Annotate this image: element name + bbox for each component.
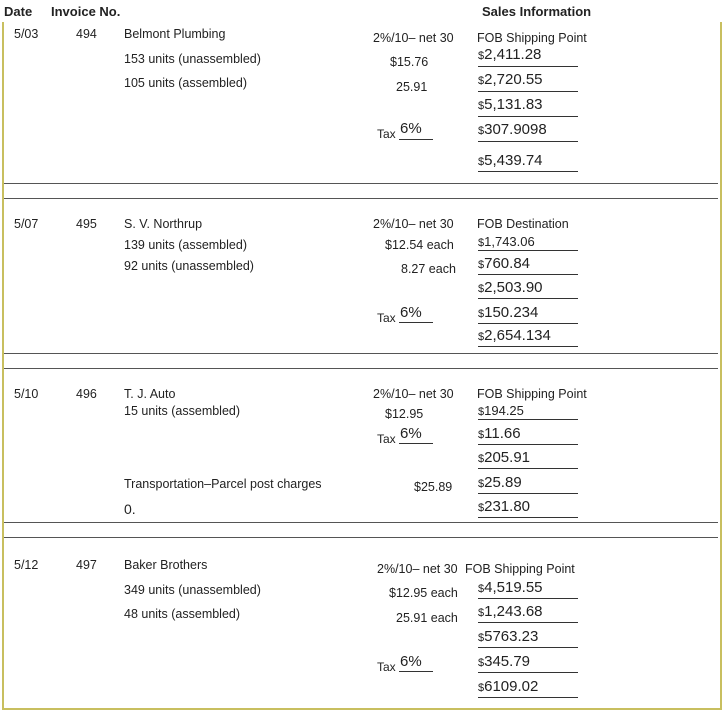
line-price: $12.95 each: [389, 586, 458, 600]
underline: [399, 322, 433, 323]
underline: [478, 141, 578, 142]
invoice-date: 5/07: [14, 217, 39, 231]
currency-symbol: $: [478, 156, 485, 168]
underline: [478, 323, 578, 324]
subtotal-amount: $5763.23: [478, 628, 539, 645]
underline: [478, 66, 578, 67]
subtotal-amount: $5,131.83: [478, 96, 543, 113]
invoice-number: 497: [76, 558, 97, 572]
tax-amount: $345.79: [478, 653, 531, 670]
tax-amount: $307.9098: [478, 121, 547, 138]
underline: [478, 672, 578, 673]
freight-description: Transportation–Parcel post charges: [124, 477, 322, 491]
currency-symbol: $: [478, 453, 485, 465]
line-description: 349 units (unassembled): [124, 583, 261, 597]
invoice-number: 496: [76, 387, 97, 401]
line-description: 48 units (assembled): [124, 607, 241, 621]
underline: [399, 443, 433, 444]
currency-symbol: $: [478, 502, 485, 514]
line-price: 25.91: [396, 80, 428, 94]
underline: [478, 468, 578, 469]
subtotal-amount: $205.91: [478, 449, 531, 466]
invoice-number: 495: [76, 217, 97, 231]
invoice-date: 5/03: [14, 27, 39, 41]
underline: [478, 274, 578, 275]
tax-label: Tax: [377, 660, 396, 674]
tax-rate: 6%: [400, 120, 422, 137]
currency-symbol: $: [478, 308, 485, 320]
tax-rate: 6%: [400, 425, 422, 442]
subtotal-amount: $2,503.90: [478, 279, 543, 296]
total-amount: $2,654.134: [478, 327, 551, 344]
currency-symbol: $: [478, 125, 485, 137]
section-separator: [4, 353, 718, 369]
date-column-header: Date: [4, 4, 33, 19]
underline: [399, 139, 433, 140]
customer-name: Belmont Plumbing: [124, 27, 226, 41]
customer-name: Baker Brothers: [124, 558, 208, 572]
underline: [478, 493, 578, 494]
customer-name: S. V. Northrup: [124, 217, 203, 231]
underline: [478, 91, 578, 92]
currency-symbol: $: [478, 406, 485, 418]
line-price: $12.54 each: [385, 238, 454, 252]
currency-symbol: $: [478, 607, 485, 619]
underline: [478, 517, 578, 518]
line-amount: $2,720.55: [478, 71, 543, 88]
freight-amount: $25.89: [478, 474, 522, 491]
underline: [478, 116, 578, 117]
line-amount: $1,243.68: [478, 603, 543, 620]
line-amount: $4,519.55: [478, 579, 543, 596]
fob-terms: FOB Destination: [477, 217, 569, 231]
underline: [478, 250, 578, 251]
line-description: 153 units (unassembled): [124, 52, 261, 66]
underline: [478, 622, 578, 623]
sales-info-column-header: Sales Information: [482, 4, 592, 19]
underline: [478, 298, 578, 299]
fob-terms: FOB Shipping Point: [477, 31, 587, 45]
line-amount: $1,743.06: [478, 234, 535, 249]
tax-label: Tax: [377, 311, 396, 325]
tax-amount: $150.234: [478, 304, 539, 321]
currency-symbol: $: [478, 478, 485, 490]
invoice-number: 494: [76, 27, 97, 41]
fob-terms: FOB Shipping Point: [465, 562, 575, 576]
currency-symbol: $: [478, 331, 485, 343]
line-price: 8.27 each: [401, 262, 456, 276]
currency-symbol: $: [478, 429, 485, 441]
underline: [478, 346, 578, 347]
currency-symbol: $: [478, 100, 485, 112]
payment-terms: 2%/10– net 30: [373, 31, 454, 45]
tax-amount: $11.66: [478, 425, 521, 442]
invoice-date: 5/12: [14, 558, 39, 572]
line-price: $15.76: [390, 55, 429, 69]
line-amount: $194.25: [478, 403, 524, 418]
payment-terms: 2%/10– net 30: [373, 387, 454, 401]
total-amount: $6109.02: [478, 678, 539, 695]
currency-symbol: $: [478, 657, 485, 669]
section-separator: [4, 522, 718, 538]
currency-symbol: $: [478, 237, 485, 249]
line-description: 105 units (assembled): [124, 76, 247, 90]
invoice-column-header: Invoice No.: [51, 4, 121, 19]
line-price: 25.91 each: [396, 611, 458, 625]
tax-label: Tax: [377, 127, 396, 141]
line-amount: $760.84: [478, 255, 531, 272]
currency-symbol: $: [478, 283, 485, 295]
underline: [478, 419, 578, 420]
payment-terms: 2%/10– net 30: [377, 562, 458, 576]
currency-symbol: $: [478, 583, 485, 595]
line-description: 139 units (assembled): [124, 238, 247, 252]
fob-terms: FOB Shipping Point: [477, 387, 587, 401]
section-separator: [4, 183, 718, 199]
line-description: 15 units (assembled): [124, 404, 241, 418]
stray-note: 0.: [124, 501, 136, 517]
payment-terms: 2%/10– net 30: [373, 217, 454, 231]
underline: [478, 697, 578, 698]
line-price: $12.95: [385, 407, 424, 421]
underline: [478, 171, 578, 172]
tax-label: Tax: [377, 432, 396, 446]
tax-rate: 6%: [400, 653, 422, 670]
currency-symbol: $: [478, 632, 485, 644]
invoice-date: 5/10: [14, 387, 39, 401]
underline: [478, 647, 578, 648]
currency-symbol: $: [478, 75, 485, 87]
underline: [399, 671, 433, 672]
freight-price: $25.89: [414, 480, 453, 494]
currency-symbol: $: [478, 682, 485, 694]
currency-symbol: $: [478, 259, 485, 271]
total-amount: $231.80: [478, 498, 531, 515]
line-amount: $2,411.28: [478, 46, 542, 63]
tax-rate: 6%: [400, 304, 422, 321]
total-amount: $5,439.74: [478, 152, 543, 169]
line-description: 92 units (unassembled): [124, 259, 254, 273]
underline: [478, 444, 578, 445]
underline: [478, 598, 578, 599]
currency-symbol: $: [478, 50, 485, 62]
customer-name: T. J. Auto: [124, 387, 176, 401]
